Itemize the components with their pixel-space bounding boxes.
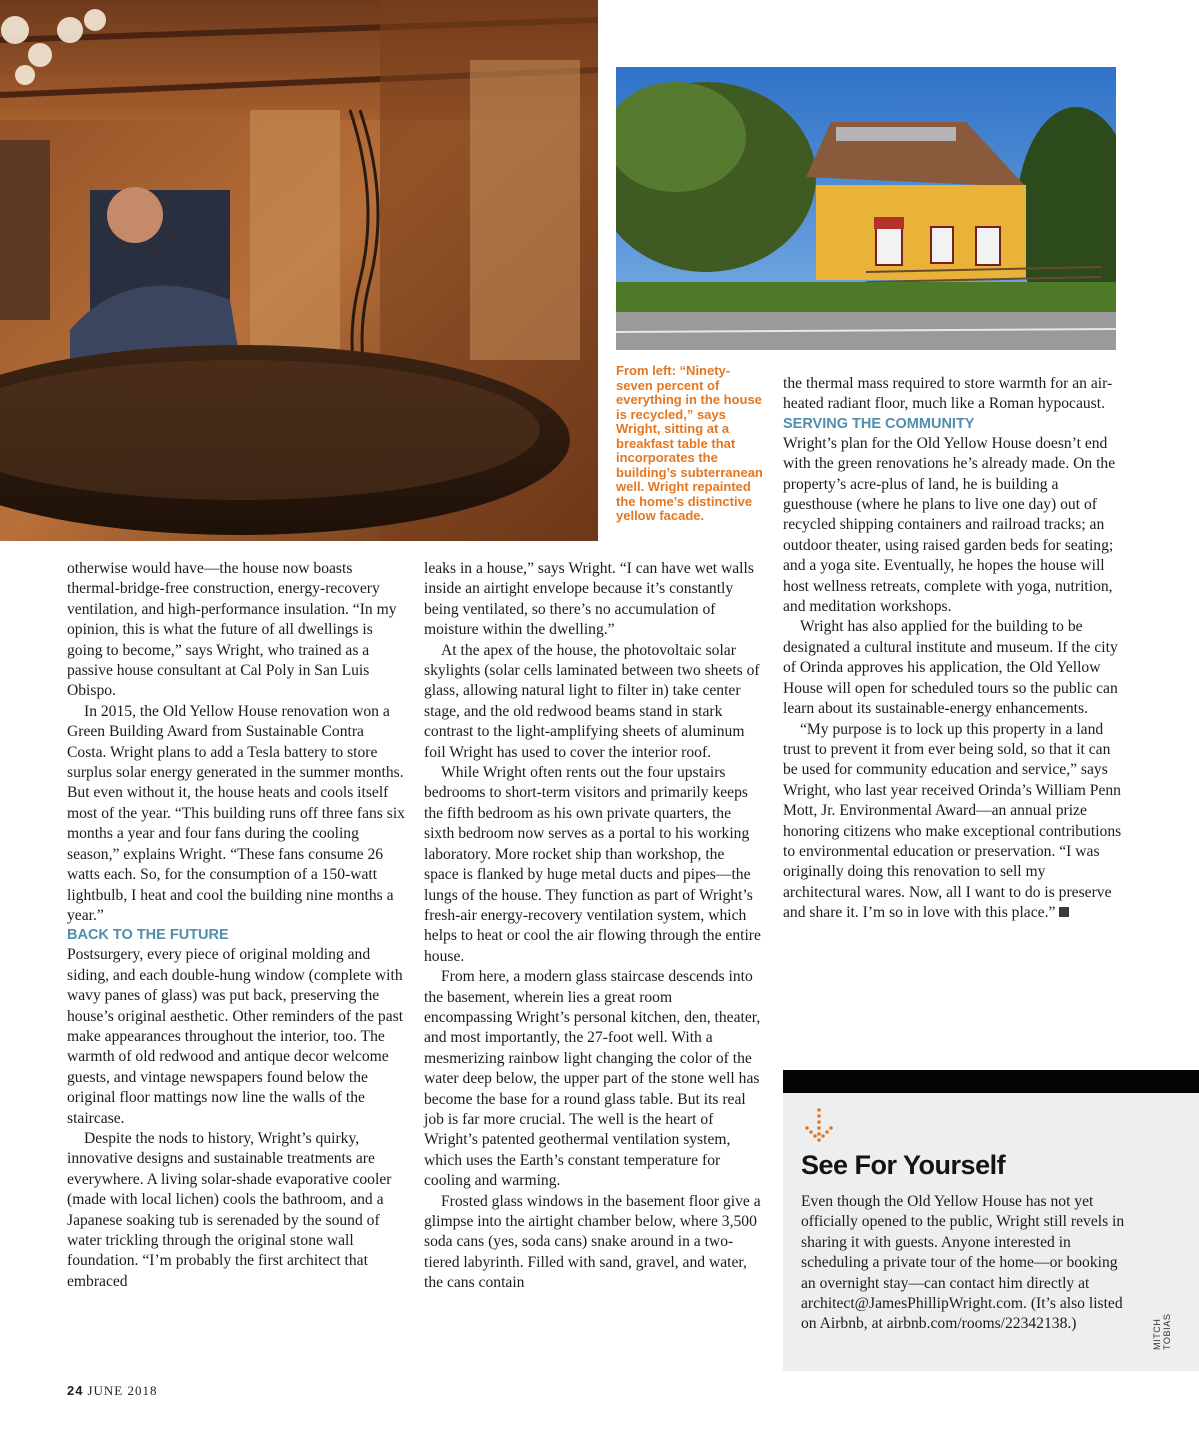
issue-date: JUNE 2018 [87, 1383, 158, 1398]
paragraph-with-end-mark [783, 720, 1123, 924]
subhead-back-to-the-future: BACK TO THE FUTURE [67, 927, 229, 944]
paragraph: While Wright often rents out the four upstairs bedrooms to short-term visitors and primarily keeps the fifth bedroom as his own private quarters, the sixth bedroom now serves as a portal to his working laboratory. More rocket ship than workshop, the space is flanked by huge metal ducts and pipes—the lungs of the house. They function as part of Wright’s fresh-air energy-recovery ventilation system, which helps to heat or cool the air flowing through the entire house. [424, 764, 761, 965]
page-number: 24 [67, 1383, 84, 1398]
paragraph-text: “My purpose is to lock up this property in a land trust to prevent it from ever being sold, so that it can be used for community education and service,” says Wright, who last year received Orinda’s William Penn Mott, Jr. Environmental Award—an annual prize honoring citizens who make exceptional contributions to environmental education or preservation. “I was originally doing this renovation to sell my architectural wares. Now, all I want to do is preserve and share it. I’m so in love with this place.” [783, 720, 1122, 922]
dotted-down-arrow-icon [804, 1107, 834, 1143]
paragraph: Frosted glass windows in the basement floor give a glimpse into the airtight chamber below, where 3,500 soda cans (yes, soda cans) snake around in a two-tiered labyrinth. Filled with sand, gravel, and water, the cans contain [424, 1192, 761, 1292]
paragraph: From here, a modern glass staircase descends into the basement, wherein lies a great room encompassing Wright’s personal kitchen, den, theater, and most importantly, the 27-foot well. With a mesmerizing rainbow light changing the color of the water deep below, the upper part of the stone well has become the base for a round glass table. But its real job is far more crucial. The well is the heart of Wright’s patented geothermal ventilation system, which uses the Earth’s constant temperature for cooling and warming. [424, 968, 761, 1190]
subhead-serving-the-community: SERVING THE COMMUNITY [783, 415, 975, 432]
paragraph: Wright has also applied for the building to be designated a cultural institute and museum. If the city of Orinda approves his application, the Old Yellow House will open for scheduled tours so the public can learn about its sustainable-energy enhancements. [783, 618, 1118, 718]
paragraph: In 2015, the Old Yellow House renovation won a Green Building Award from Sustainable Contra Costa. Wright plans to add a Tesla battery to store surplus solar energy generated in the summer months. But even without it, the house heats and cools itself most of the year. “This building runs off three fans six months a year and four fans during the cooling season,” explains Wright. “These fans consume 26 watts each. So, for the consumption of a 150-watt lightbulb, I heat and cool the building nine months a year.” [67, 702, 405, 924]
photo-caption: From left: “Ninety-seven percent of everything in the house is recycled,” says Wright, sitting at a breakfast table that incorporates the building’s subterranean well. Wright repainted the home’s distinctive yellow facade. [616, 363, 763, 523]
article-column-1 [67, 559, 405, 1292]
paragraph: otherwise would have—the house now boasts thermal-bridge-free construction, energy-recovery ventilation, and high-performance insulation. “In my opinion, this is what the future of all dwellings is going to become,” says Wright, who trained as a passive house consultant at Cal Poly in San Luis Obispo. [67, 560, 397, 700]
paragraph: leaks in a house,” says Wright. “I can have wet walls inside an airtight envelope because it’s constantly being ventilated, so there’s no accumulation of moisture within the dwelling.” [424, 560, 754, 639]
paragraph: Wright’s plan for the Old Yellow House doesn’t end with the green renovations he’s already made. On the property’s acre-plus of land, he is building a guesthouse (where he plans to live one day) out of recycled shipping containers and railroad tracks; an outdoor theater, using raised garden beds for seating; and a yoga site. Eventually, he hopes the house will host wellness retreats, complete with yoga, nutrition, and meditation workshops. [783, 434, 1116, 616]
page-folio [67, 1383, 158, 1399]
paragraph: the thermal mass required to store warmth for an air-heated radiant floor, much like a Roman hypocaust. [783, 375, 1113, 413]
sidebar-see-for-yourself [783, 1070, 1199, 1371]
paragraph: At the apex of the house, the photovoltaic solar skylights (solar cells laminated between two sheets of glass, allowing natural light to filter in) take center stage, and the old redwood beams stand in stark contrast to the light-amplifying sheets of aluminum foil Wright has used to cover the interior roof. [424, 641, 760, 761]
photo-interior-wright-at-glass-table [0, 0, 598, 541]
photo-credit: MITCH TOBIAS [1152, 1313, 1172, 1350]
paragraph: Postsurgery, every piece of original molding and siding, and each double-hung window (complete with wavy panes of glass) was put back, preserving the house’s original aesthetic. Other reminders of the past make appearances throughout the interior, too. The warmth of old redwood and antique decor welcome guests, and vintage newspapers found below the original floor mattings now line the walls of the staircase. [67, 946, 404, 1127]
sidebar-top-bar [783, 1070, 1199, 1093]
paragraph: Despite the nods to history, Wright’s quirky, innovative designs and sustainable treatments are everywhere. A living solar-shade evaporative cooler (made with local lichen) cools the bathroom, and a Japanese soaking tub is serenaded by the sound of water trickling through the original stone wall foundation. “I’m probably the first architect that embraced [67, 1129, 392, 1290]
end-mark-icon [1059, 907, 1069, 917]
article-column-2 [424, 559, 762, 1294]
photo-old-yellow-house-exterior [616, 67, 1116, 350]
article-column-3 [783, 374, 1123, 924]
sidebar-body: Even though the Old Yellow House has not yet officially opened to the public, Wright still revels in sharing it with guests. Anyone interested in scheduling a private tour of the home—or booking an overnight stay—can contact him directly at architect@JamesPhillipWright.com. (It’s also listed on Airbnb, at airbnb.com/rooms/22342138.) [801, 1193, 1125, 1333]
sidebar-title: See For Yourself [801, 1150, 1006, 1180]
